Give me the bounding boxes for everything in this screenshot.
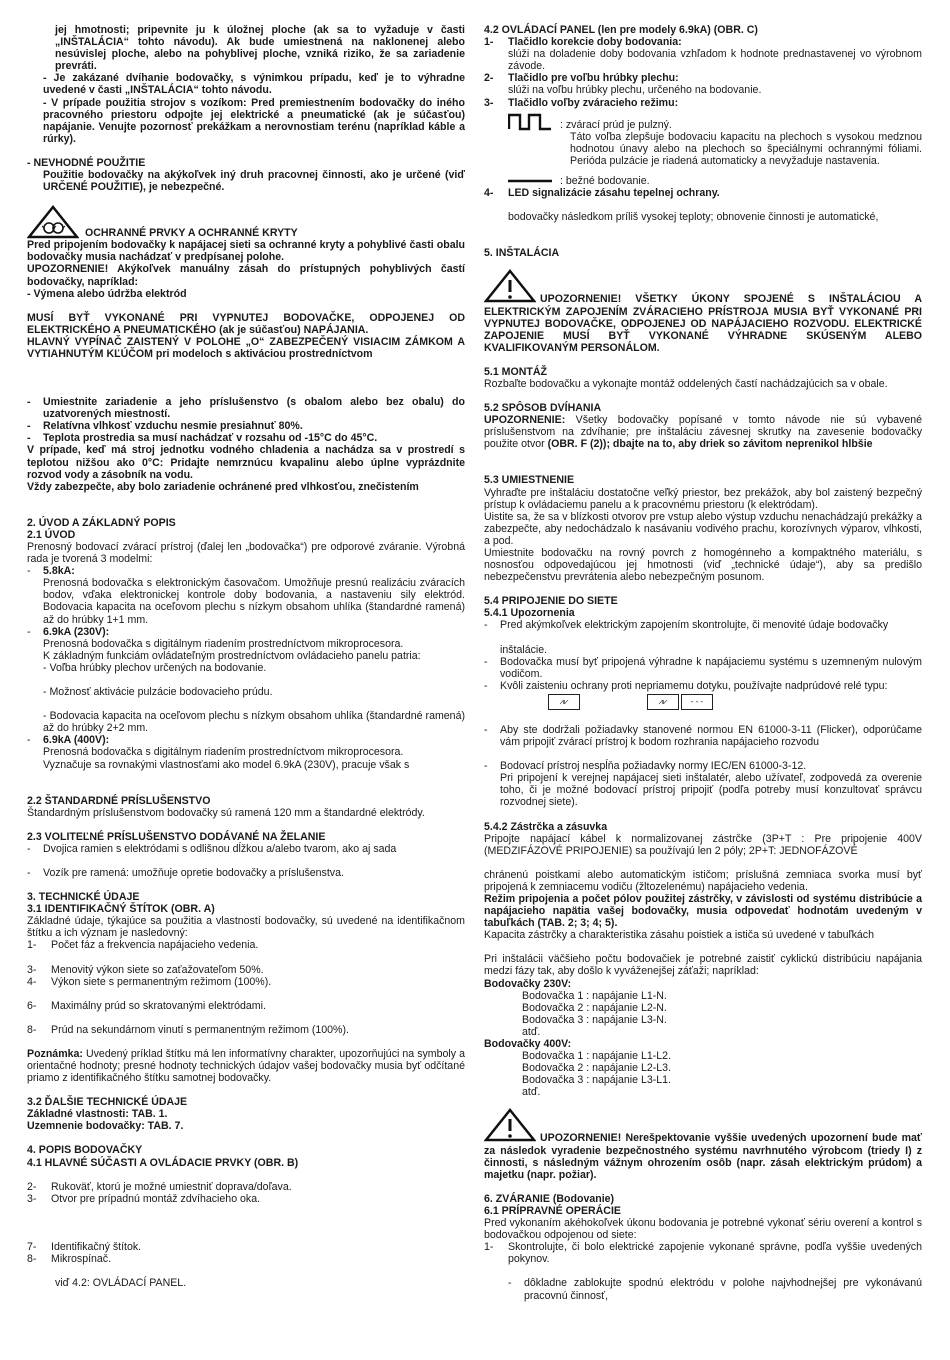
model-6-9-230: - 6.9kA (230V): [27,625,110,638]
intro-trolley: - V prípade použitia strojov s vozíkom: Pred premiestnením bodovačky do iného pracovného priestoru odpojte jej elektrické a pneumatické (ak je súčasťou) napájanie. Venujte pozornosť prekážkam a nerovnostiam terénu (napríklad káble a rúrky). [43,96,465,145]
part-item: 3- Otvor pre prípadnú montáž zdvíhacieho oka. [27,1192,261,1205]
section-3-2-line: Uzemnenie bodovačky: TAB. 7. [27,1120,184,1133]
control-text: slúži na doladenie doby bodovania vzhľadom k hodnote prednastavenej vo výrobnom závode. [508,48,922,73]
env-item: - Relatívna vlhkosť vzduchu nesmie presiahnuť 80%. [27,420,303,433]
group-400-item: Bodovačka 1 : napájanie L1-L2. [522,1050,672,1063]
env-item: - Teplota prostredia sa musí nachádzať v rozsahu od -15°C do 45°C. [27,432,378,445]
section-5-4-2-text: chránenú poistkami alebo automatickým ističom; príslušná zemniaca svorka musí byť pripojená k zemniacemu vodiču (žltozelenému) napájacieho vedenia. [484,868,922,893]
section-5-4-2-bold: Režim pripojenia a počet pólov použitej zástrčky, v závislosti od systému distribúcie a napájacieho napätia vašej bodovačky, musia odpovedať hodnotám uvedeným v tabuľkách (TAB. 2; 3; 4; 5). [484,892,922,930]
group-400-item: atď. [522,1086,541,1099]
env-item: - Umiestnite zariadenie a jeho príslušenstvo (s obalom alebo bez obalu) do uzatvorených miestností. [27,396,465,421]
relay-type-icon: ⩘⩗ [647,694,679,710]
section-2-1-text: Prenosný bodovací zvárací prístroj (ďalej len „bodovačka“) pre odporové zváranie. Výrobná rada je tvorená 3 modelmi: [27,541,465,566]
relay-symbol-row [548,694,580,710]
section-5-3-text: Uistite sa, že sa v blízkosti otvorov pre vstup alebo výstup vzduchu nenachádzajú prekážky a zabezpečte, aby nedochádzalo k nasávaniu vodivého prachu, korozívnych výparov, vlhkosti, a pod. [484,510,922,547]
section-5-1-title: 5.1 MONTÁŽ [484,365,547,378]
section-5-3-text: Umiestnite bodovačku na rovný povrch z homogénneho a kompaktného materiálu, s nosnosťou odpovedajúcou jej hmotnosti (viď „technické údaje“), aby sa predišlo nebezpečenstvu prevrátenia alebo nebezpečným posunom. [484,547,922,584]
section-5-4-2-text: Pripojte napájací kábel k normalizovanej zástrčke (3P+T : Pre pripojenie 400V (MEDZIFÁZOVÉ PRIPOJENIE) sa používajú len 2 póly; 2P+T: JEDNOFÁZOVÉ [484,832,922,857]
guards-text: Pred pripojením bodovačky k napájacej sieti sa ochranné kryty a pohyblivé časti obalu bodovačky musia nachádzať v predpísanej polohe. [27,239,465,264]
warning-icon [484,269,536,303]
warning-item: - Bodovací prístroj nespĺňa požiadavky normy IEC/EN 61000-3-12. [484,760,807,773]
relay-type-icon: ⩘⩗ [548,694,580,710]
section-2-1-title: 2.1 ÚVOD [27,528,76,541]
intro-paragraph: jej hmotnosti; pripevnite ju k úložnej ploche (ak sa to vyžaduje v časti „INŠTALÁCIA“ tohto návodu). Ak bude umiestnená na naklonenej alebo nesúvislej ploche, alebo na pohyblivej ploche, vzniká riziko, že sa zariadenie prevráti. [55,24,465,73]
function-item: - Voľba hrúbky plechov určených na bodovanie. [43,661,267,674]
env-text-2: Vždy zabezpečte, aby bolo zariadenie ochránené pred vlhkosťou, znečistením [27,480,419,493]
accessory-item: - Dvojica ramien s elektródami s odlišnou dĺžkou a/alebo tvarom, ako aj sada [27,842,397,855]
guards-title: OCHRANNÉ PRVKY A OCHRANNÉ KRYTY [85,227,298,240]
section-4-title: 4. POPIS BODOVAČKY [27,1144,143,1157]
group-400-item: Bodovačka 2 : napájanie L2-L3. [522,1062,672,1075]
normal-symbol-icon [508,175,552,187]
plate-item: 6- Maximálny prúd so skratovanými elektródami. [27,999,266,1012]
section-3-1-title: 3.1 IDENTIFIKAČNÝ ŠTÍTOK (OBR. A) [27,903,215,916]
warning-item-cont: inštalácie. [500,643,548,656]
section-4-1-title: 4.1 HLAVNÉ SÚČASTI A OVLÁDACIE PRVKY (OBR. B) [27,1156,299,1169]
control-text: bodovačky následkom príliš vysokej teploty; obnovenie činnosti je automatické, [508,211,879,224]
section-5-4-2-title: 5.4.2 Zástrčka a zásuvka [484,820,608,833]
accessory-item: - Vozík pre ramená: umožňuje opretie bodovačky a príslušenstva. [27,866,344,879]
plate-item: 4- Výkon siete s permanentným režimom (100%). [27,975,272,988]
part-item: 8- Mikrospínač. [27,1252,112,1265]
normal-mode-line: : bežné bodovanie. [560,175,650,188]
model-6-9-230-text: Prenosná bodovačka s digitálnym riadením prostredníctvom mikroprocesora. [43,637,404,650]
intro-lifting: - Je zakázané dvíhanie bodovačky, s výnimkou prípadu, keď je to výhradne uvedené v časti „INŠTALÁCIA“ tohto návodu. [43,72,465,97]
main-switch-text: HLAVNÝ VYPÍNAČ ZAISTENÝ V POLOHE „O“ ZABEZPEČENÝ VISIACIM ZÁMKOM A VYTIAHNUTÝM KĽÚČOM pri modeloch s aktiváciou prostredníctvom [27,335,465,360]
section-5-4-title: 5.4 PRIPOJENIE DO SIETE [484,595,618,608]
part-item: 7- Identifikačný štítok. [27,1240,142,1253]
section-5-1-text: Rozbaľte bodovačku a vykonajte montáž oddelených častí nachádzajúcich sa v obale. [484,377,888,390]
warning-item: - Pred akýmkoľvek elektrickým zapojením skontrolujte, či menovité údaje bodovačky [484,619,889,632]
normal-mode-row [484,175,922,187]
section-6-1-text: Pred vykonaním akéhokoľvek úkonu bodovania je potrebné vykonať sériu overení a kontrol s bodovačkou odpojenou od siete: [484,1217,922,1242]
section-5-4-1-title: 5.4.1 Upozornenia [484,607,575,620]
pulse-symbol-icon [508,113,552,131]
group-230-item: atď. [522,1025,541,1038]
section-5-3-title: 5.3 UMIESTNENIE [484,474,575,487]
multi-install-text: Pri inštalácii väčšieho počtu bodovačiek je potrebné zaistiť cyklickú distribúciu napájania medzi fázy tak, aby došlo k vyváženejšej záťaži; napríklad: [484,953,922,978]
section-5-title: 5. INŠTALÁCIA [484,247,560,260]
section-2-3-title: 2.3 VOLITEĽNÉ PRÍSLUŠENSTVO DODÁVANÉ NA ŽELANIE [27,830,326,843]
guards-heading [27,205,465,239]
group-230-title: Bodovačky 230V: [484,977,572,990]
warning-item: - Aby ste dodržali požiadavky stanovené normou EN 61000-3-11 (Flicker), odporúčame vám pripojiť zvárací prístroj k bodom rozhrania napájacieho rozvodu [484,723,922,749]
warning-icon [484,1108,536,1142]
section-5-2-text: UPOZORNENIE: Všetky bodovačky popísané v tomto návode nie sú vybavené príslušenstvom na zdvíhanie; pre inštaláciu závesnej skrutky na zavesenie bodovačky použite otvor (OBR. F (2)); dbajte na to, aby driek so závitom neprenikol hlbšie [484,414,922,451]
warning-item: - Bodovačka musí byť pripojená výhradne k napájaciemu systému s uzemneným nulovým vodičom. [484,655,922,680]
warning-item-text: Pri pripojení k verejnej napájacej sieti inštalatér, alebo užívateľ, zodpovedá za overenie toho, či je možné bodovací prístroj pripojiť (podľa potreby musí konzultovať správcu rozvodnej siete). [500,772,922,809]
part-item: 2- Rukoväť, ktorú je možné umiestniť doprava/doľava. [27,1180,292,1193]
pulse-mode-row [484,113,922,167]
model-5-8-text: Prenosná bodovačka s elektronickým časovačom. Umožňuje presnú realizáciu zváracích bodov, vďaka elektronickej kontrole doby bodovania, a nastaveniu sily elektród. Bodovacia kapacita na oceľovom plechu s nízkym obsahom uhlíka (štandardné ramená) až do hrúbky 1+1 mm. [43,577,465,626]
warning-item: - Kvôli zaisteniu ochrany proti nepriamemu dotyku, používajte nadprúdové relé typu: [484,679,888,692]
section-5-4-2-text: Kapacita zástrčky a charakteristika zásahu poistiek a ističa sú uvedené v tabuľkách [484,929,874,942]
pulse-mode-text: Táto voľba zlepšuje bodovaciu kapacitu na plechoch s vysokou medznou hodnotou únavy alebo na plechoch so špeciálnymi ochrannými fóliami. Perióda pulzácie je riadená automaticky a nevyžaduje nastavenia. [570,130,922,167]
install-warning: UPOZORNENIE! VŠETKY ÚKONY SPOJENÉ S INŠTALÁCIOU A ELEKTRICKÝM ZAPOJENÍM ZVÁRACIEHO PRÍSTROJA MUSIA BYŤ VYKONANÉ PRI VYPNUTEJ BODOVAČKE, ODPOJENEJ OD NAPÁJACIEHO ROZVODU. ELEKTRICKÉ ZAPOJENIE MUSÍ BYŤ VYKONANÉ VÝHRADNE SKÚSENÝM ALEBO KVALIFIKOVANÝM PERSONÁLOM. [484,271,922,353]
control-item: 3- Tlačidlo voľby zváracieho režimu: [484,96,679,109]
group-400-title: Bodovačky 400V: [484,1038,572,1050]
misuse-title: - NEVHODNÉ POUŽITIE [27,156,146,169]
control-item: 1- Tlačidlo korekcie doby bodovania: [484,36,682,49]
model-6-9-400-text: Prenosná bodovačka s digitálnym riadením prostredníctvom mikroprocesora. [43,746,404,759]
model-6-9-400: - 6.9kA (400V): [27,734,110,747]
control-text: slúži na voľbu hrúbky plechu, určeného na bodovanie. [508,84,762,97]
note-paragraph: Poznámka: Uvedený príklad štítku má len informatívny charakter, upozorňujúci na symboly a orientačné hodnoty; presné hodnoty technických údajov vašej bodovačky musia byť odčítané priamo z identifikačného štítku samotnej bodovačky. [27,1047,465,1085]
section-4-2-title: 4.2 OVLÁDACÍ PANEL (len pre modely 6.9kA) (OBR. C) [484,24,758,36]
group-400-item: Bodovačka 3 : napájanie L3-L1. [522,1074,672,1087]
section-3-2-line: Základné vlastnosti: TAB. 1. [27,1108,168,1121]
function-item: - Bodovacia kapacita na oceľovom plechu s nízkym obsahom uhlíka (štandardné ramená) až do hrúbky 2+2 mm. [43,710,465,735]
plate-item: 3- Menovitý výkon siete so zaťažovateľom 50%. [27,963,264,976]
section-5-2-title: 5.2 SPÔSOB DVÍHANIA [484,402,602,415]
section-2-title: 2. ÚVOD A ZÁKLADNÝ POPIS [27,516,176,529]
moving-parts-warning-icon [27,205,79,239]
dc-symbol-icon: - - - [681,694,713,710]
check-item: 1- Skontrolujte, či bolo elektrické zapojenie vykonané správne, podľa vyššie uvedených pokynov. [484,1241,922,1266]
guards-item: - Výmena alebo údržba elektród [27,287,187,300]
group-230-item: Bodovačka 3 : napájanie L3-N. [522,1013,667,1026]
misuse-text: Použitie bodovačky na akýkoľvek iný druh pracovnej činnosti, ako je určené (viď URČENÉ POUŽITIE), je nebezpečné. [43,169,465,194]
model-6-9-230-text-2: K základným funkciám ovládateľným prostredníctvom ovládacieho panelu patria: [43,649,421,662]
left-column [27,24,465,1289]
control-item: 4- LED signalizácie zásahu tepelnej ochrany. [484,187,720,200]
guards-warning: UPOZORNENIE! Akýkoľvek manuálny zásah do prístupných pohyblivých častí bodovačky, napríklad: [27,263,465,288]
relay-symbol-row [647,694,713,710]
model-6-9-400-text-2: Vyznačuje sa rovnakými vlastnosťami ako model 6.9kA (230V), pracuje však s [43,758,410,771]
section-6-title: 6. ZVÁRANIE (Bodovanie) [484,1192,615,1205]
group-230-item: Bodovačka 1 : napájanie L1-N. [522,989,667,1002]
safety-warning: UPOZORNENIE! Nerešpektovanie vyššie uvedených upozornení bude mať za následok vyradenie bezpečnostného systému navrhnutého výrobcom (triedy I) z činnosti, s následným vážnym ohrozením osôb (napr. zásah elektrickým prúdom) a majetku (napr. požiar). [484,1110,922,1180]
section-3-title: 3. TECHNICKÉ ÚDAJE [27,891,140,904]
section-2-2-title: 2.2 ŠTANDARDNÉ PRÍSLUŠENSTVO [27,794,211,807]
env-text: V prípade, keď má stroj jednotku vodného chladenia a nachádza sa v prostredí s teplotou nižšou ako 0°C: Pridajte nemrznúcu kvapalinu alebo úplne vyprázdnite rozvod vody a zásobník na vodu. [27,444,465,481]
pulse-mode-line: : zvárací prúd je pulzný. [560,118,672,131]
plate-item: 8- Prúd na sekundárnom vinutí s permanentným režimom (100%). [27,1023,349,1036]
section-3-2-title: 3.2 ĎALŠIE TECHNICKÉ ÚDAJE [27,1096,188,1109]
parts-reference: viď 4.2: OVLÁDACÍ PANEL. [55,1277,187,1290]
model-5-8: - 5.8kA: [27,565,75,578]
function-item: - Možnosť aktivácie pulzácie bodovacieho prúdu. [43,686,273,699]
must-text: MUSÍ BYŤ VYKONANÉ PRI VYPNUTEJ BODOVAČKE, ODPOJENEJ OD ELEKTRICKÉHO A PNEUMATICKÉHO (ak je súčasťou) NAPÁJANIA. [27,311,465,336]
group-230-item: Bodovačka 2 : napájanie L2-N. [522,1001,667,1014]
right-column [484,24,922,1302]
control-item: 2- Tlačidlo pre voľbu hrúbky plechu: [484,72,679,85]
section-3-1-text: Základné údaje, týkajúce sa použitia a vlastností bodovačky, sú uvedené na identifikačnom štítku a ich význam je nasledovný: [27,915,465,940]
section-2-2-text: Štandardným príslušenstvom bodovačky sú ramená 120 mm a štandardné elektródy. [27,806,425,819]
check-subitem: - dôkladne zablokujte spodnú elektródu v polohe najvhodnejšej pre vykonávanú pracovnú činnosť, [508,1277,922,1302]
section-5-3-text: Vyhraďte pre inštaláciu dostatočne veľký priestor, bez prekážok, aby bol zaistený bezpečný prístup k ovládaciemu panelu a k pracovnému priestoru (k elektródam). [484,486,922,511]
section-6-1-title: 6.1 PRÍPRAVNÉ OPERÁCIE [484,1204,621,1217]
plate-item: 1- Počet fáz a frekvencia napájacieho vedenia. [27,939,259,952]
